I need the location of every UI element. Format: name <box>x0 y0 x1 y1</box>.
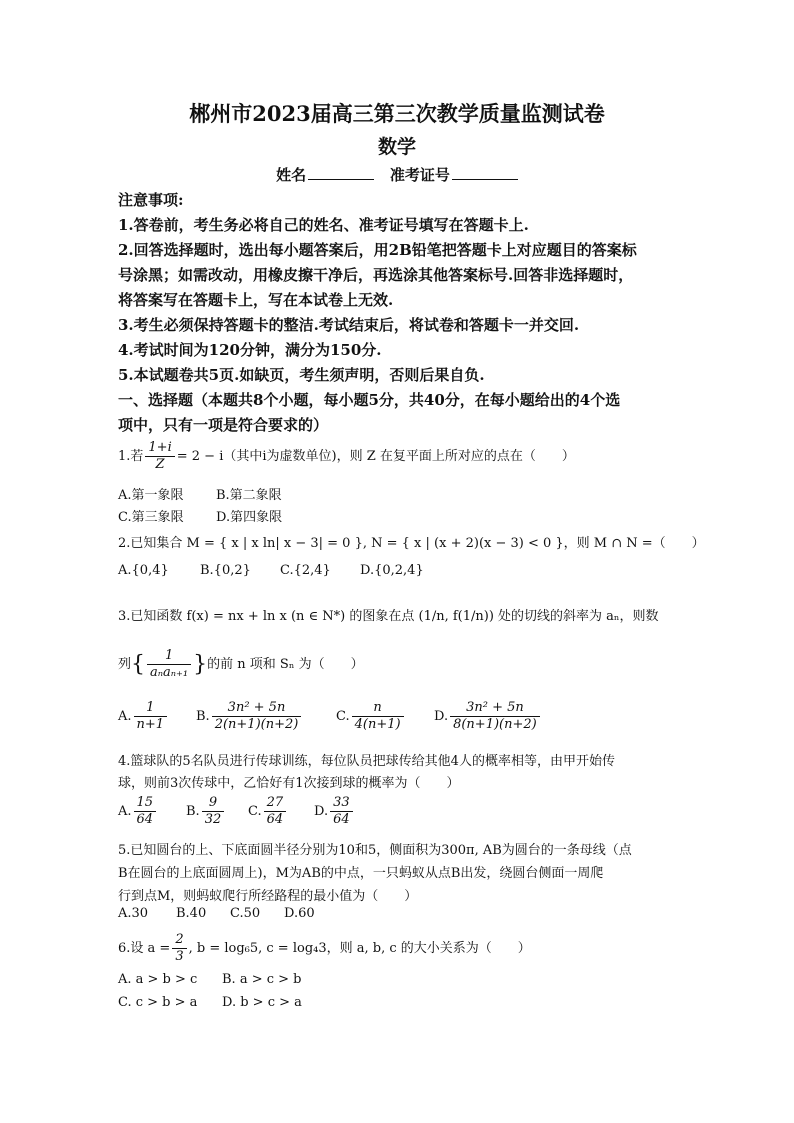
question-5-line3: 行到点M，则蚂蚁爬行所经路程的最小值为（ ） <box>118 889 418 904</box>
note-line: 4.考试时间为120分钟，满分为150分. <box>118 341 382 359</box>
q4-option-d: D. $\frac{33}{64}$ <box>314 795 355 828</box>
note-line: 5.本试题卷共5页.如缺页，考生须声明，否则后果自负. <box>118 366 485 384</box>
q2-option-d: D.{0,2,4} <box>360 563 424 578</box>
id-blank <box>452 179 518 180</box>
note-line: 3.考生必须保持答题卡的整洁.考试结束后，将试卷和答题卡一并交回. <box>118 316 580 334</box>
q6-option-b: B. a > c > b <box>222 972 302 987</box>
section-heading: 一、选择题（本题共8个小题，每小题5分，共40分，在每小题给出的4个选 <box>118 391 621 409</box>
notes-heading: 注意事项: <box>118 191 184 209</box>
q4-option-b: B. $\frac{9}{32}$ <box>186 795 226 828</box>
q4-option-a: A. $\frac{15}{64}$ <box>118 795 158 828</box>
question-5-line2: B在圆台的上底面圆周上)，M为AB的中点，一只蚂蚁从点B出发，绕圆台侧面一周爬 <box>118 866 604 881</box>
note-line: 1.答卷前，考生务必将自己的姓名、准考证号填写在答题卡上. <box>118 216 529 234</box>
id-label: 准考证号 <box>389 166 450 184</box>
section-heading-cont: 项中，只有一项是符合要求的） <box>118 416 329 434</box>
q2-option-b: B.{0,2} <box>200 563 251 578</box>
fraction: $\frac{1+i}{Z}$ <box>145 440 174 473</box>
name-blank <box>308 179 374 180</box>
question-3-line1: 3.已知函数 f(x) = nx + ln x (n ∈ N*) 的图象在点 (1/n, f(1/n)) 处的切线的斜率为 aₙ，则数 <box>118 609 659 624</box>
q1-option-c: C.第三象限 <box>118 510 184 525</box>
note-line: 将答案写在答题卡上，写在本试卷上无效. <box>118 291 394 309</box>
question-2: 2.已知集合 M = { x | x ln| x − 3| = 0 }, N = { x | (x + 2)(x − 3) < 0 }，则 M ∩ N =（ ） <box>118 536 705 551</box>
candidate-info <box>0 164 794 185</box>
exam-title: 郴州市2023届高三第三次教学质量监测试卷 <box>189 101 605 126</box>
fraction: $\frac{2}{3}$ <box>172 932 186 965</box>
question-3-line2: 列{ $\frac{1}{\text{aₙaₙ₊₁}}$ }的前 n 项和 Sₙ 为（ ） <box>118 648 364 680</box>
q4-option-c: C. $\frac{27}{64}$ <box>248 795 288 828</box>
fraction: $\frac{1}{\text{aₙaₙ₊₁}}$ <box>147 648 191 681</box>
q1-option-a: A.第一象限 <box>118 488 184 503</box>
q3-option-c: C. $\frac{n}{4(n+1)}$ <box>336 700 406 733</box>
note-line: 2.回答选择题时，选出每小题答案后，用2B铅笔把答题卡上对应题目的答案标 <box>118 241 637 259</box>
q1-option-d: D.第四象限 <box>216 510 283 525</box>
q5-option-d: D.60 <box>284 906 315 921</box>
q5-option-c: C.50 <box>230 906 261 921</box>
question-6: 6.设 a = $\frac{2}{3}$ , b = log₆5, c = log₄3，则 a, b, c 的大小关系为（ ） <box>118 932 531 964</box>
q1-option-b: B.第二象限 <box>216 488 282 503</box>
name-label: 姓名 <box>276 166 307 184</box>
q3-option-d: D. $\frac{\text{3n² + 5n}}{8(n+1)(n+2)}$ <box>434 700 542 733</box>
q2-option-c: C.{2,4} <box>280 563 331 578</box>
q2-option-a: A.{0,4} <box>118 563 169 578</box>
subject-title: 数学 <box>377 136 416 158</box>
q5-option-a: A.30 <box>118 906 149 921</box>
question-4-line1: 4.篮球队的5名队员进行传球训练，每位队员把球传给其他4人的概率相等，由甲开始传 <box>118 754 615 769</box>
q6-option-a: A. a > b > c <box>118 972 198 987</box>
question-1: 1.若 $\frac{1+i}{Z}$ = 2 − i（其中i为虚数单位)，则 Z 在复平面上所对应的点在（ ） <box>118 440 575 472</box>
q6-option-c: C. c > b > a <box>118 995 198 1010</box>
q3-option-a: A. $\frac{1}{n+1}$ <box>118 700 169 733</box>
note-line: 号涂黑；如需改动，用橡皮擦干净后，再选涂其他答案标号.回答非选择题时， <box>118 266 634 284</box>
question-4-line2: 球，则前3次传球中，乙恰好有1次接到球的概率为（ ） <box>118 776 460 791</box>
q3-option-b: B. $\frac{\text{3n² + 5n}}{2(n+1)(n+2)}$ <box>196 700 303 733</box>
question-5-line1: 5.已知圆台的上、下底面圆半径分别为10和5，侧面积为300π, AB为圆台的一条母线（点 <box>118 843 632 858</box>
q6-option-d: D. b > c > a <box>222 995 302 1010</box>
q5-option-b: B.40 <box>176 906 207 921</box>
